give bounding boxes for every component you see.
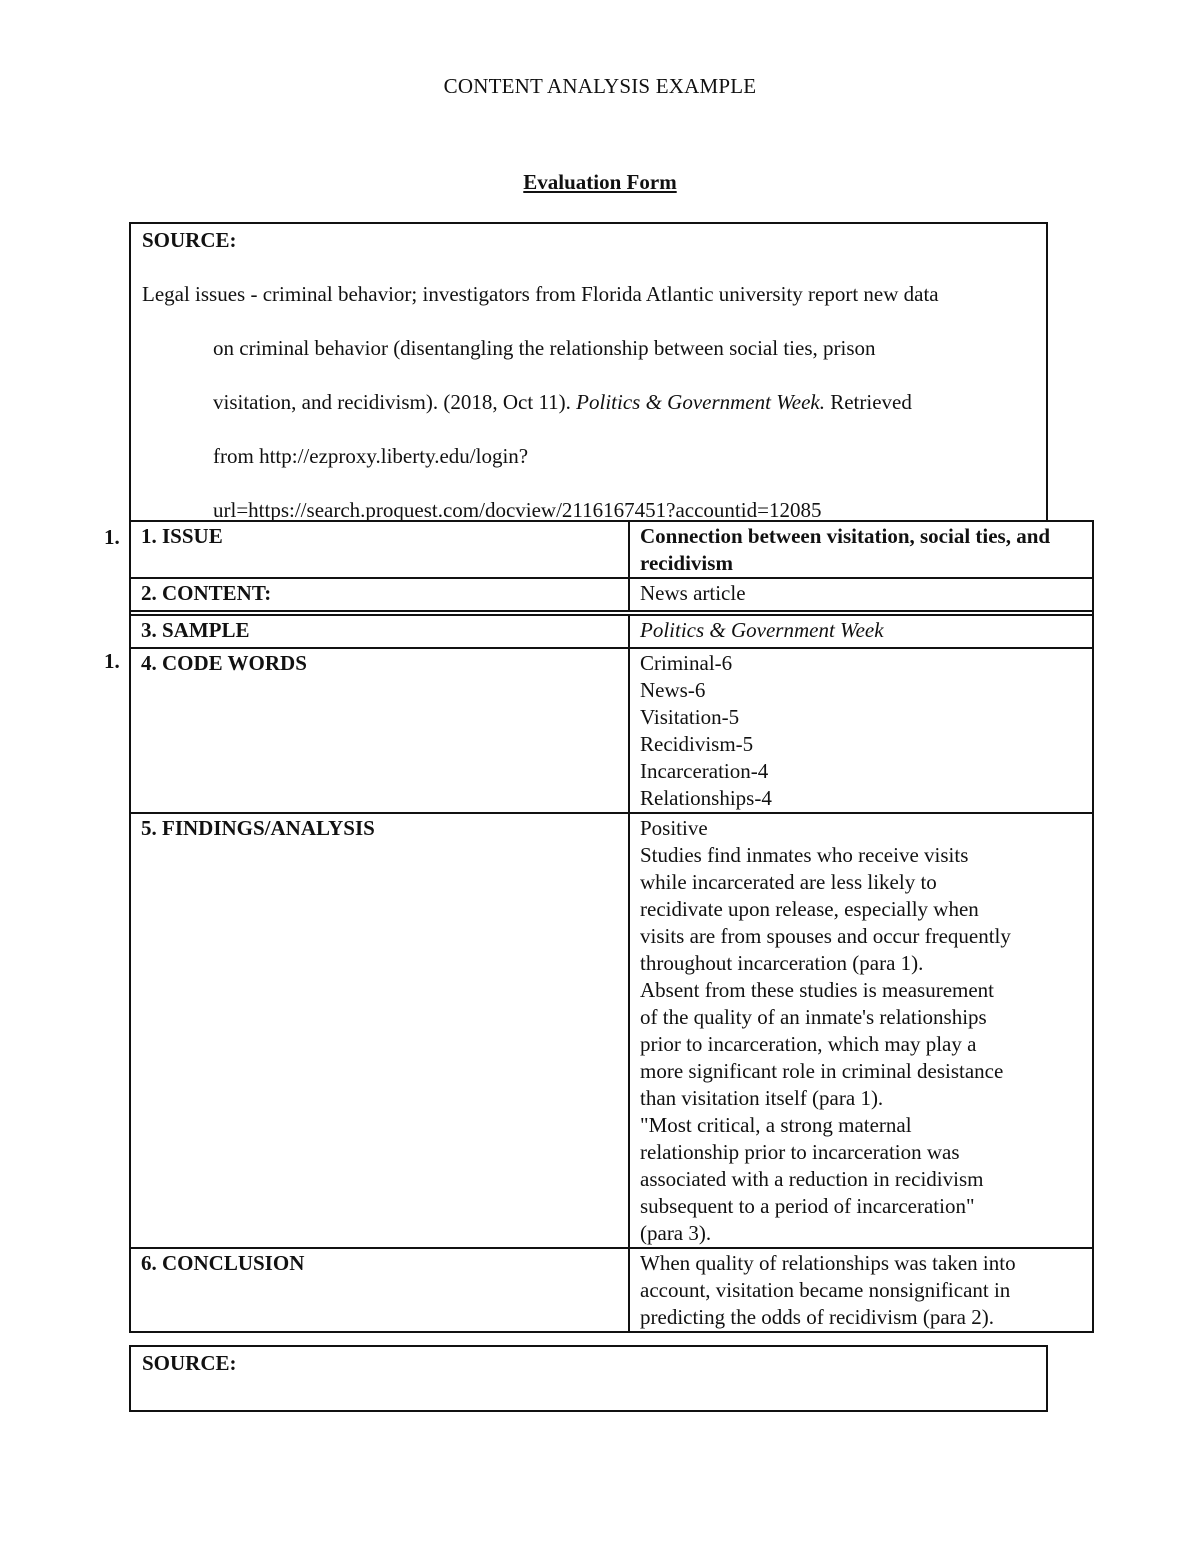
table-row: [130, 813, 1093, 1248]
findings-line: visits are from spouses and occur frequently: [640, 924, 1011, 948]
findings-line: while incarcerated are less likely to: [640, 870, 937, 894]
form-heading: Evaluation Form: [523, 170, 677, 194]
citation-line: Legal issues - criminal behavior; investigators from Florida Atlantic university report new data: [142, 282, 939, 306]
findings-line: associated with a reduction in recidivism: [640, 1167, 984, 1191]
findings-line: subsequent to a period of incarceration": [640, 1194, 975, 1218]
findings-line: throughout incarceration (para 1).: [640, 951, 924, 975]
code-words-list: [629, 648, 1093, 813]
sample-value: Politics & Government Week: [629, 615, 1093, 648]
evaluation-table: [129, 520, 1094, 1333]
issue-value: Connection between visitation, social ties, and recidivism: [629, 521, 1093, 578]
content-value: News article: [629, 578, 1093, 611]
sample-label: 3. SAMPLE: [130, 615, 629, 648]
citation-url-line: url=https://search.proquest.com/docview/2116167451?accountid=12085: [213, 498, 822, 522]
findings-line: more significant role in criminal desistance: [640, 1059, 1004, 1083]
table-row: [130, 578, 1093, 611]
findings-text: [629, 813, 1093, 1248]
findings-line: than visitation itself (para 1).: [640, 1086, 884, 1110]
findings-line: Absent from these studies is measurement: [640, 978, 995, 1002]
citation-line: on criminal behavior (disentangling the relationship between social ties, prison: [213, 336, 876, 360]
source-label: SOURCE:: [142, 1351, 237, 1375]
findings-line: recidivate upon release, especially when: [640, 897, 979, 921]
findings-line: (para 3).: [640, 1221, 712, 1245]
code-word-item: Criminal-6: [640, 651, 733, 675]
code-word-item: News-6: [640, 678, 706, 702]
second-source-box: [129, 1345, 1048, 1412]
source-label: SOURCE:: [142, 228, 237, 252]
table-row: [130, 1248, 1093, 1332]
citation-line: [213, 390, 912, 415]
conclusion-line: account, visitation became nonsignificant in: [640, 1278, 1011, 1302]
findings-line: Studies find inmates who receive visits: [640, 843, 969, 867]
citation-url-line: from http://ezproxy.liberty.edu/login?: [213, 444, 529, 468]
findings-line: of the quality of an inmate's relationships: [640, 1005, 987, 1029]
table-row: [130, 648, 1093, 813]
document-title: CONTENT ANALYSIS EXAMPLE: [443, 74, 757, 98]
code-word-item: Relationships-4: [640, 786, 772, 810]
code-word-item: Visitation-5: [640, 705, 740, 729]
findings-line: "Most critical, a strong maternal: [640, 1113, 912, 1137]
content-label: 2. CONTENT:: [130, 578, 629, 611]
code-word-item: Recidivism-5: [640, 732, 754, 756]
code-word-item: Incarceration-4: [640, 759, 769, 783]
conclusion-line: When quality of relationships was taken into: [640, 1251, 1016, 1275]
conclusion-label: 6. CONCLUSION: [130, 1248, 629, 1332]
issue-label: 1. ISSUE: [130, 521, 629, 578]
findings-line: Positive: [640, 816, 708, 840]
conclusion-text: [629, 1248, 1093, 1332]
table-row: [130, 615, 1093, 648]
citation-text: visitation, and recidivism). (2018, Oct 11).: [213, 390, 577, 414]
table-row: [130, 521, 1093, 578]
citation-text: Retrieved: [824, 390, 912, 414]
findings-line: prior to incarceration, which may play a: [640, 1032, 977, 1056]
list-marker: 1.: [104, 649, 120, 673]
conclusion-line: predicting the odds of recidivism (para 2).: [640, 1305, 994, 1329]
code-words-label: 4. CODE WORDS: [130, 648, 629, 813]
citation-journal: Politics & Government Week.: [576, 390, 825, 414]
findings-label: 5. FINDINGS/ANALYSIS: [130, 813, 629, 1248]
source-box: [129, 222, 1048, 520]
findings-line: relationship prior to incarceration was: [640, 1140, 960, 1164]
list-marker: 1.: [104, 525, 120, 549]
